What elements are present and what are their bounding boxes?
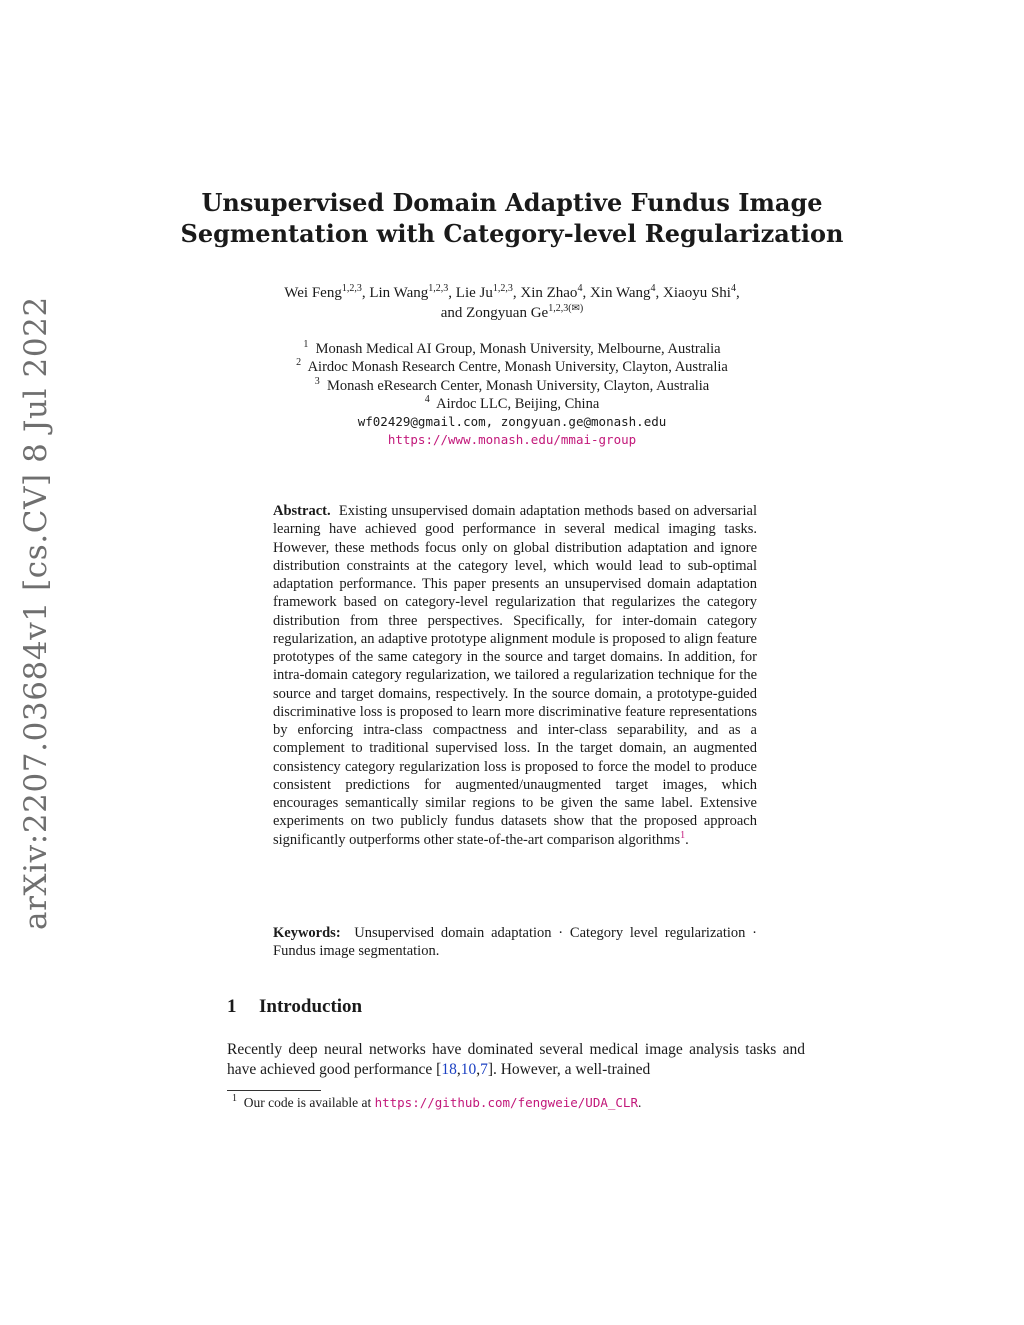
author-affiliation-sup: 1,2,3: [492, 283, 513, 294]
affiliations: [0, 340, 1024, 450]
citation-link[interactable]: 7: [480, 1061, 488, 1078]
author-name: Xiaoyu Shi: [663, 285, 731, 301]
arxiv-identifier: arXiv:2207.03684v1 [cs.CV] 8 Jul 2022: [18, 296, 54, 930]
affiliation-1: [0, 340, 1024, 358]
section-heading: [227, 996, 362, 1018]
abstract: [273, 502, 757, 849]
author-affiliation-sup: 4: [730, 283, 736, 294]
author-separator: ,: [655, 285, 664, 301]
affiliation-number: 4: [424, 393, 430, 405]
keywords-label: Keywords:: [273, 925, 341, 941]
footnote-number: 1: [232, 1093, 237, 1104]
author-list: [0, 283, 1024, 323]
author-separator: ,: [448, 285, 456, 301]
intro-paragraph: Recently deep neural networks have dominated several medical image analysis tasks and have achieved good performance [18,10,7]. However, a well-trained: [227, 1041, 805, 1078]
author-separator: ,: [735, 285, 740, 301]
footnote-reference-link[interactable]: 1: [680, 829, 686, 841]
affiliation-3: [0, 377, 1024, 395]
keywords: [273, 924, 757, 961]
footnote-rule: [227, 1090, 321, 1091]
group-url-link[interactable]: https://www.monash.edu/mmai-group: [387, 432, 637, 448]
author-name: Xin Zhao: [520, 285, 578, 301]
author-line-2: [0, 303, 1024, 323]
author-name-corresponding: and Zongyuan Ge: [440, 305, 549, 321]
affiliation-number: 3: [314, 375, 320, 387]
author-affiliation-sup: 4: [577, 283, 583, 294]
author-name: Lie Ju: [455, 285, 493, 301]
intro-text-end: ]. However, a well-trained: [487, 1061, 651, 1078]
title-line-2: Segmentation with Category-level Regularization: [180, 219, 844, 248]
title-line-1: Unsupervised Domain Adaptive Fundus Image: [201, 188, 823, 217]
section-title: Introduction: [259, 996, 363, 1017]
footnote: [232, 1095, 641, 1111]
author-name: Lin Wang: [369, 285, 429, 301]
abstract-text: Existing unsupervised domain adaptation methods based on adversarial learning have achieved good performance in several medical imaging tasks. However, these methods focus only on global distribution adaptation and ignore distribution constraints at the category level, which would lead to sub-optimal adaptation performance. This paper presents an unsupervised domain adaptation framework based on category-level regularization that regularizes the category distribution from three perspectives. Specifically, for inter-domain category regularization, an adaptive prototype alignment module is proposed to align feature prototypes of the same category in the source and target domains. In addition, for intra-domain category regularization, we tailored a regularization technique for the source and target domains, respectively. In the source domain, a prototype-guided discriminative loss is proposed to learn more discriminative feature representations by enforcing intra-class compactness and inter-class separability, and as a complement to traditional supervised loss. In the target domain, an augmented consistency category regularization loss is proposed to force the model to produce consistent predictions for augmented/unaugmented target images, which encourages semantically similar regions to be given the same label. Extensive experiments on two publicly fundus datasets show that the proposed approach significantly outperforms other state-of-the-art comparison algorithms: [273, 503, 757, 848]
footnote-end: .: [637, 1095, 642, 1110]
affiliation-text: Monash eResearch Center, Monash University, Clayton, Australia: [327, 377, 710, 394]
affiliation-text: Airdoc LLC, Beijing, China: [436, 395, 600, 412]
abstract-end: .: [685, 831, 689, 848]
keywords-text: Unsupervised domain adaptation · Category level regularization · Fundus image segmentation.: [273, 925, 758, 960]
affiliation-text: Monash Medical AI Group, Monash University, Melbourne, Australia: [315, 341, 721, 357]
author-separator: ,: [582, 285, 590, 301]
affiliation-4: [0, 395, 1024, 413]
section-number: 1: [227, 996, 237, 1017]
affiliation-number: 1: [303, 339, 309, 350]
author-affiliation-sup: 1,2,3: [341, 283, 362, 294]
email-addresses: wf02429@gmail.com, zongyuan.ge@monash.edu: [357, 414, 667, 430]
author-affiliation-sup: 1,2,3(✉): [548, 303, 584, 314]
intro-text: Recently deep neural networks have dominated several medical image analysis tasks and have achieved good performance [: [227, 1041, 805, 1078]
affiliation-2: [0, 358, 1024, 376]
author-name: Wei Feng: [284, 285, 342, 301]
author-separator: ,: [361, 285, 370, 301]
author-affiliation-sup: 4: [650, 283, 656, 294]
citation-link[interactable]: 10: [460, 1061, 477, 1078]
author-separator: ,: [512, 285, 521, 301]
affiliation-number: 2: [296, 357, 302, 369]
code-url-link[interactable]: https://github.com/fengweie/UDA_CLR: [374, 1095, 638, 1110]
affiliation-text: Airdoc Monash Research Centre, Monash University, Clayton, Australia: [307, 359, 728, 376]
citation-link[interactable]: 18: [441, 1061, 457, 1078]
footnote-text: Our code is available at: [243, 1095, 372, 1110]
author-line-1: [0, 283, 1024, 303]
paper-title: [0, 187, 1024, 249]
author-name: Xin Wang: [589, 285, 651, 301]
author-affiliation-sup: 1,2,3: [428, 283, 449, 294]
abstract-label: Abstract.: [273, 503, 331, 519]
